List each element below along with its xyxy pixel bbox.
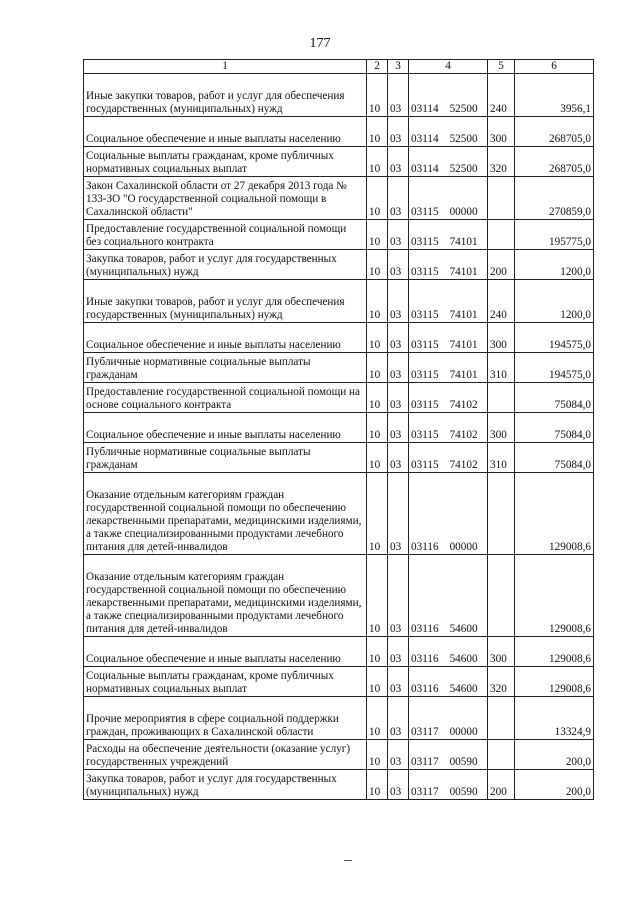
row-amount: 194575,0 bbox=[515, 323, 594, 353]
header-section: 2 bbox=[367, 60, 388, 74]
row-subsection: 03 bbox=[388, 353, 409, 383]
row-code-program: 03117 bbox=[411, 726, 439, 738]
row-section: 10 bbox=[367, 443, 388, 473]
row-subsection: 03 bbox=[388, 637, 409, 667]
table-row bbox=[84, 280, 594, 323]
table-row bbox=[84, 147, 594, 177]
row-code-program: 03115 bbox=[411, 309, 439, 321]
row-amount: 270859,0 bbox=[515, 177, 594, 220]
row-section: 10 bbox=[367, 555, 388, 637]
row-subsection: 03 bbox=[388, 323, 409, 353]
row-amount: 129008,6 bbox=[515, 555, 594, 637]
row-code-direction: 00590 bbox=[449, 756, 478, 768]
row-name: Социальное обеспечение и иные выплаты населению bbox=[84, 637, 367, 667]
row-target-code bbox=[409, 280, 488, 323]
row-name: Предоставление государственной социальной помощи без социального контракта bbox=[84, 220, 367, 250]
header-expense-kind: 5 bbox=[488, 60, 515, 74]
row-subsection: 03 bbox=[388, 250, 409, 280]
row-code-program: 03114 bbox=[411, 163, 439, 175]
row-subsection: 03 bbox=[388, 770, 409, 800]
row-section: 10 bbox=[367, 220, 388, 250]
row-name: Оказание отдельным категориям граждан государственной социальной помощи по обеспечению лекарственными препаратами, медицинскими изделиями, а также специализированными продуктами лечебного питания для детей-инвалидов bbox=[84, 473, 367, 555]
row-expense-kind: 240 bbox=[488, 280, 515, 323]
row-code-program: 03116 bbox=[411, 683, 439, 695]
row-name: Закон Сахалинской области от 27 декабря 2013 года № 133-ЗО "О государственной социальной помощи в Сахалинской области" bbox=[84, 177, 367, 220]
row-target-code bbox=[409, 740, 488, 770]
table-row bbox=[84, 443, 594, 473]
row-expense-kind: 300 bbox=[488, 117, 515, 147]
row-name: Иные закупки товаров, работ и услуг для обеспечения государственных (муниципальных) нужд bbox=[84, 74, 367, 117]
row-amount: 13324,9 bbox=[515, 697, 594, 740]
table-row bbox=[84, 177, 594, 220]
row-target-code bbox=[409, 323, 488, 353]
row-target-code bbox=[409, 413, 488, 443]
row-amount: 3956,1 bbox=[515, 74, 594, 117]
row-amount: 75084,0 bbox=[515, 443, 594, 473]
row-target-code bbox=[409, 637, 488, 667]
row-subsection: 03 bbox=[388, 117, 409, 147]
row-code-direction: 00000 bbox=[449, 541, 478, 553]
row-target-code bbox=[409, 473, 488, 555]
row-amount: 75084,0 bbox=[515, 383, 594, 413]
row-expense-kind bbox=[488, 555, 515, 637]
table-row bbox=[84, 117, 594, 147]
table-row bbox=[84, 770, 594, 800]
row-name: Закупка товаров, работ и услуг для государственных (муниципальных) нужд bbox=[84, 250, 367, 280]
header-target-code: 4 bbox=[409, 60, 488, 74]
row-target-code bbox=[409, 74, 488, 117]
row-section: 10 bbox=[367, 147, 388, 177]
header-name: 1 bbox=[84, 60, 367, 74]
row-expense-kind: 300 bbox=[488, 323, 515, 353]
row-expense-kind bbox=[488, 473, 515, 555]
row-section: 10 bbox=[367, 353, 388, 383]
row-target-code bbox=[409, 353, 488, 383]
row-name: Социальное обеспечение и иные выплаты населению bbox=[84, 413, 367, 443]
row-target-code bbox=[409, 250, 488, 280]
row-target-code bbox=[409, 220, 488, 250]
row-code-program: 03115 bbox=[411, 339, 439, 351]
row-section: 10 bbox=[367, 383, 388, 413]
row-name: Расходы на обеспечение деятельности (оказание услуг) государственных учреждений bbox=[84, 740, 367, 770]
row-expense-kind: 300 bbox=[488, 413, 515, 443]
row-name: Социальное обеспечение и иные выплаты населению bbox=[84, 117, 367, 147]
row-amount: 200,0 bbox=[515, 770, 594, 800]
row-target-code bbox=[409, 697, 488, 740]
row-amount: 195775,0 bbox=[515, 220, 594, 250]
row-target-code bbox=[409, 667, 488, 697]
row-code-program: 03117 bbox=[411, 756, 439, 768]
row-expense-kind: 200 bbox=[488, 250, 515, 280]
row-target-code bbox=[409, 383, 488, 413]
row-code-direction: 54600 bbox=[449, 623, 478, 635]
row-subsection: 03 bbox=[388, 383, 409, 413]
row-name: Социальные выплаты гражданам, кроме публичных нормативных социальных выплат bbox=[84, 147, 367, 177]
row-name: Закупка товаров, работ и услуг для государственных (муниципальных) нужд bbox=[84, 770, 367, 800]
budget-table bbox=[83, 59, 594, 800]
row-code-program: 03115 bbox=[411, 236, 439, 248]
row-code-direction: 00000 bbox=[449, 726, 478, 738]
row-code-direction: 74101 bbox=[449, 339, 478, 351]
row-target-code bbox=[409, 555, 488, 637]
row-expense-kind: 300 bbox=[488, 637, 515, 667]
header-subsection: 3 bbox=[388, 60, 409, 74]
row-code-program: 03114 bbox=[411, 133, 439, 145]
row-code-program: 03116 bbox=[411, 653, 439, 665]
row-section: 10 bbox=[367, 280, 388, 323]
bottom-mark bbox=[344, 860, 352, 861]
row-code-program: 03117 bbox=[411, 786, 439, 798]
table-row bbox=[84, 667, 594, 697]
row-subsection: 03 bbox=[388, 697, 409, 740]
page-number: 177 bbox=[309, 36, 331, 51]
row-code-program: 03115 bbox=[411, 399, 439, 411]
row-name: Предоставление государственной социальной помощи на основе социального контракта bbox=[84, 383, 367, 413]
row-subsection: 03 bbox=[388, 177, 409, 220]
row-amount: 129008,6 bbox=[515, 637, 594, 667]
row-section: 10 bbox=[367, 473, 388, 555]
row-code-direction: 74102 bbox=[449, 459, 478, 471]
row-name: Социальное обеспечение и иные выплаты населению bbox=[84, 323, 367, 353]
row-name: Прочие мероприятия в сфере социальной поддержки граждан, проживающих в Сахалинской области bbox=[84, 697, 367, 740]
row-expense-kind bbox=[488, 697, 515, 740]
row-section: 10 bbox=[367, 740, 388, 770]
row-expense-kind: 320 bbox=[488, 147, 515, 177]
row-code-direction: 52500 bbox=[449, 163, 478, 175]
header-amount: 6 bbox=[515, 60, 594, 74]
row-expense-kind: 310 bbox=[488, 353, 515, 383]
row-subsection: 03 bbox=[388, 413, 409, 443]
row-subsection: 03 bbox=[388, 740, 409, 770]
row-code-direction: 74101 bbox=[449, 236, 478, 248]
row-expense-kind: 310 bbox=[488, 443, 515, 473]
table-header-row bbox=[84, 60, 594, 74]
row-target-code bbox=[409, 770, 488, 800]
row-code-direction: 74101 bbox=[449, 309, 478, 321]
row-section: 10 bbox=[367, 323, 388, 353]
table-row bbox=[84, 413, 594, 443]
row-subsection: 03 bbox=[388, 473, 409, 555]
row-target-code bbox=[409, 443, 488, 473]
table-row bbox=[84, 220, 594, 250]
row-amount: 268705,0 bbox=[515, 117, 594, 147]
table-row bbox=[84, 697, 594, 740]
row-code-direction: 54600 bbox=[449, 683, 478, 695]
row-subsection: 03 bbox=[388, 443, 409, 473]
table-row bbox=[84, 383, 594, 413]
table-row bbox=[84, 637, 594, 667]
row-name: Публичные нормативные социальные выплаты гражданам bbox=[84, 443, 367, 473]
table-row bbox=[84, 555, 594, 637]
row-code-program: 03115 bbox=[411, 369, 439, 381]
row-code-direction: 00590 bbox=[449, 786, 478, 798]
row-code-program: 03116 bbox=[411, 541, 439, 553]
row-amount: 75084,0 bbox=[515, 413, 594, 443]
row-code-program: 03116 bbox=[411, 623, 439, 635]
row-section: 10 bbox=[367, 770, 388, 800]
row-section: 10 bbox=[367, 637, 388, 667]
row-section: 10 bbox=[367, 697, 388, 740]
row-expense-kind: 240 bbox=[488, 74, 515, 117]
row-code-direction: 74102 bbox=[449, 399, 478, 411]
row-name: Социальные выплаты гражданам, кроме публичных нормативных социальных выплат bbox=[84, 667, 367, 697]
table-row bbox=[84, 250, 594, 280]
row-section: 10 bbox=[367, 117, 388, 147]
row-amount: 129008,6 bbox=[515, 667, 594, 697]
row-code-program: 03115 bbox=[411, 206, 439, 218]
row-expense-kind bbox=[488, 220, 515, 250]
row-section: 10 bbox=[367, 413, 388, 443]
row-expense-kind bbox=[488, 177, 515, 220]
row-subsection: 03 bbox=[388, 220, 409, 250]
row-section: 10 bbox=[367, 177, 388, 220]
row-target-code bbox=[409, 147, 488, 177]
row-code-direction: 52500 bbox=[449, 133, 478, 145]
table-row bbox=[84, 323, 594, 353]
row-code-direction: 54600 bbox=[449, 653, 478, 665]
row-code-program: 03115 bbox=[411, 459, 439, 471]
row-code-program: 03115 bbox=[411, 429, 439, 441]
table-row bbox=[84, 473, 594, 555]
row-target-code bbox=[409, 177, 488, 220]
row-target-code bbox=[409, 117, 488, 147]
table-row bbox=[84, 353, 594, 383]
row-amount: 200,0 bbox=[515, 740, 594, 770]
row-subsection: 03 bbox=[388, 555, 409, 637]
row-name: Иные закупки товаров, работ и услуг для обеспечения государственных (муниципальных) нужд bbox=[84, 280, 367, 323]
row-expense-kind: 320 bbox=[488, 667, 515, 697]
row-code-direction: 74101 bbox=[449, 266, 478, 278]
row-amount: 268705,0 bbox=[515, 147, 594, 177]
row-code-program: 03115 bbox=[411, 266, 439, 278]
row-name: Оказание отдельным категориям граждан государственной социальной помощи по обеспечению лекарственными препаратами, медицинскими изделиями, а также специализированными продуктами лечебного питания для детей-инвалидов bbox=[84, 555, 367, 637]
row-amount: 194575,0 bbox=[515, 353, 594, 383]
row-subsection: 03 bbox=[388, 147, 409, 177]
table-row bbox=[84, 740, 594, 770]
row-amount: 1200,0 bbox=[515, 280, 594, 323]
row-expense-kind bbox=[488, 740, 515, 770]
row-subsection: 03 bbox=[388, 667, 409, 697]
row-section: 10 bbox=[367, 74, 388, 117]
row-code-direction: 52500 bbox=[449, 103, 478, 115]
row-code-direction: 74101 bbox=[449, 369, 478, 381]
row-section: 10 bbox=[367, 250, 388, 280]
row-amount: 129008,6 bbox=[515, 473, 594, 555]
row-code-direction: 74102 bbox=[449, 429, 478, 441]
row-subsection: 03 bbox=[388, 74, 409, 117]
table-row bbox=[84, 74, 594, 117]
row-expense-kind bbox=[488, 383, 515, 413]
row-expense-kind: 200 bbox=[488, 770, 515, 800]
row-section: 10 bbox=[367, 667, 388, 697]
row-amount: 1200,0 bbox=[515, 250, 594, 280]
row-name: Публичные нормативные социальные выплаты гражданам bbox=[84, 353, 367, 383]
row-subsection: 03 bbox=[388, 280, 409, 323]
row-code-direction: 00000 bbox=[449, 206, 478, 218]
row-code-program: 03114 bbox=[411, 103, 439, 115]
